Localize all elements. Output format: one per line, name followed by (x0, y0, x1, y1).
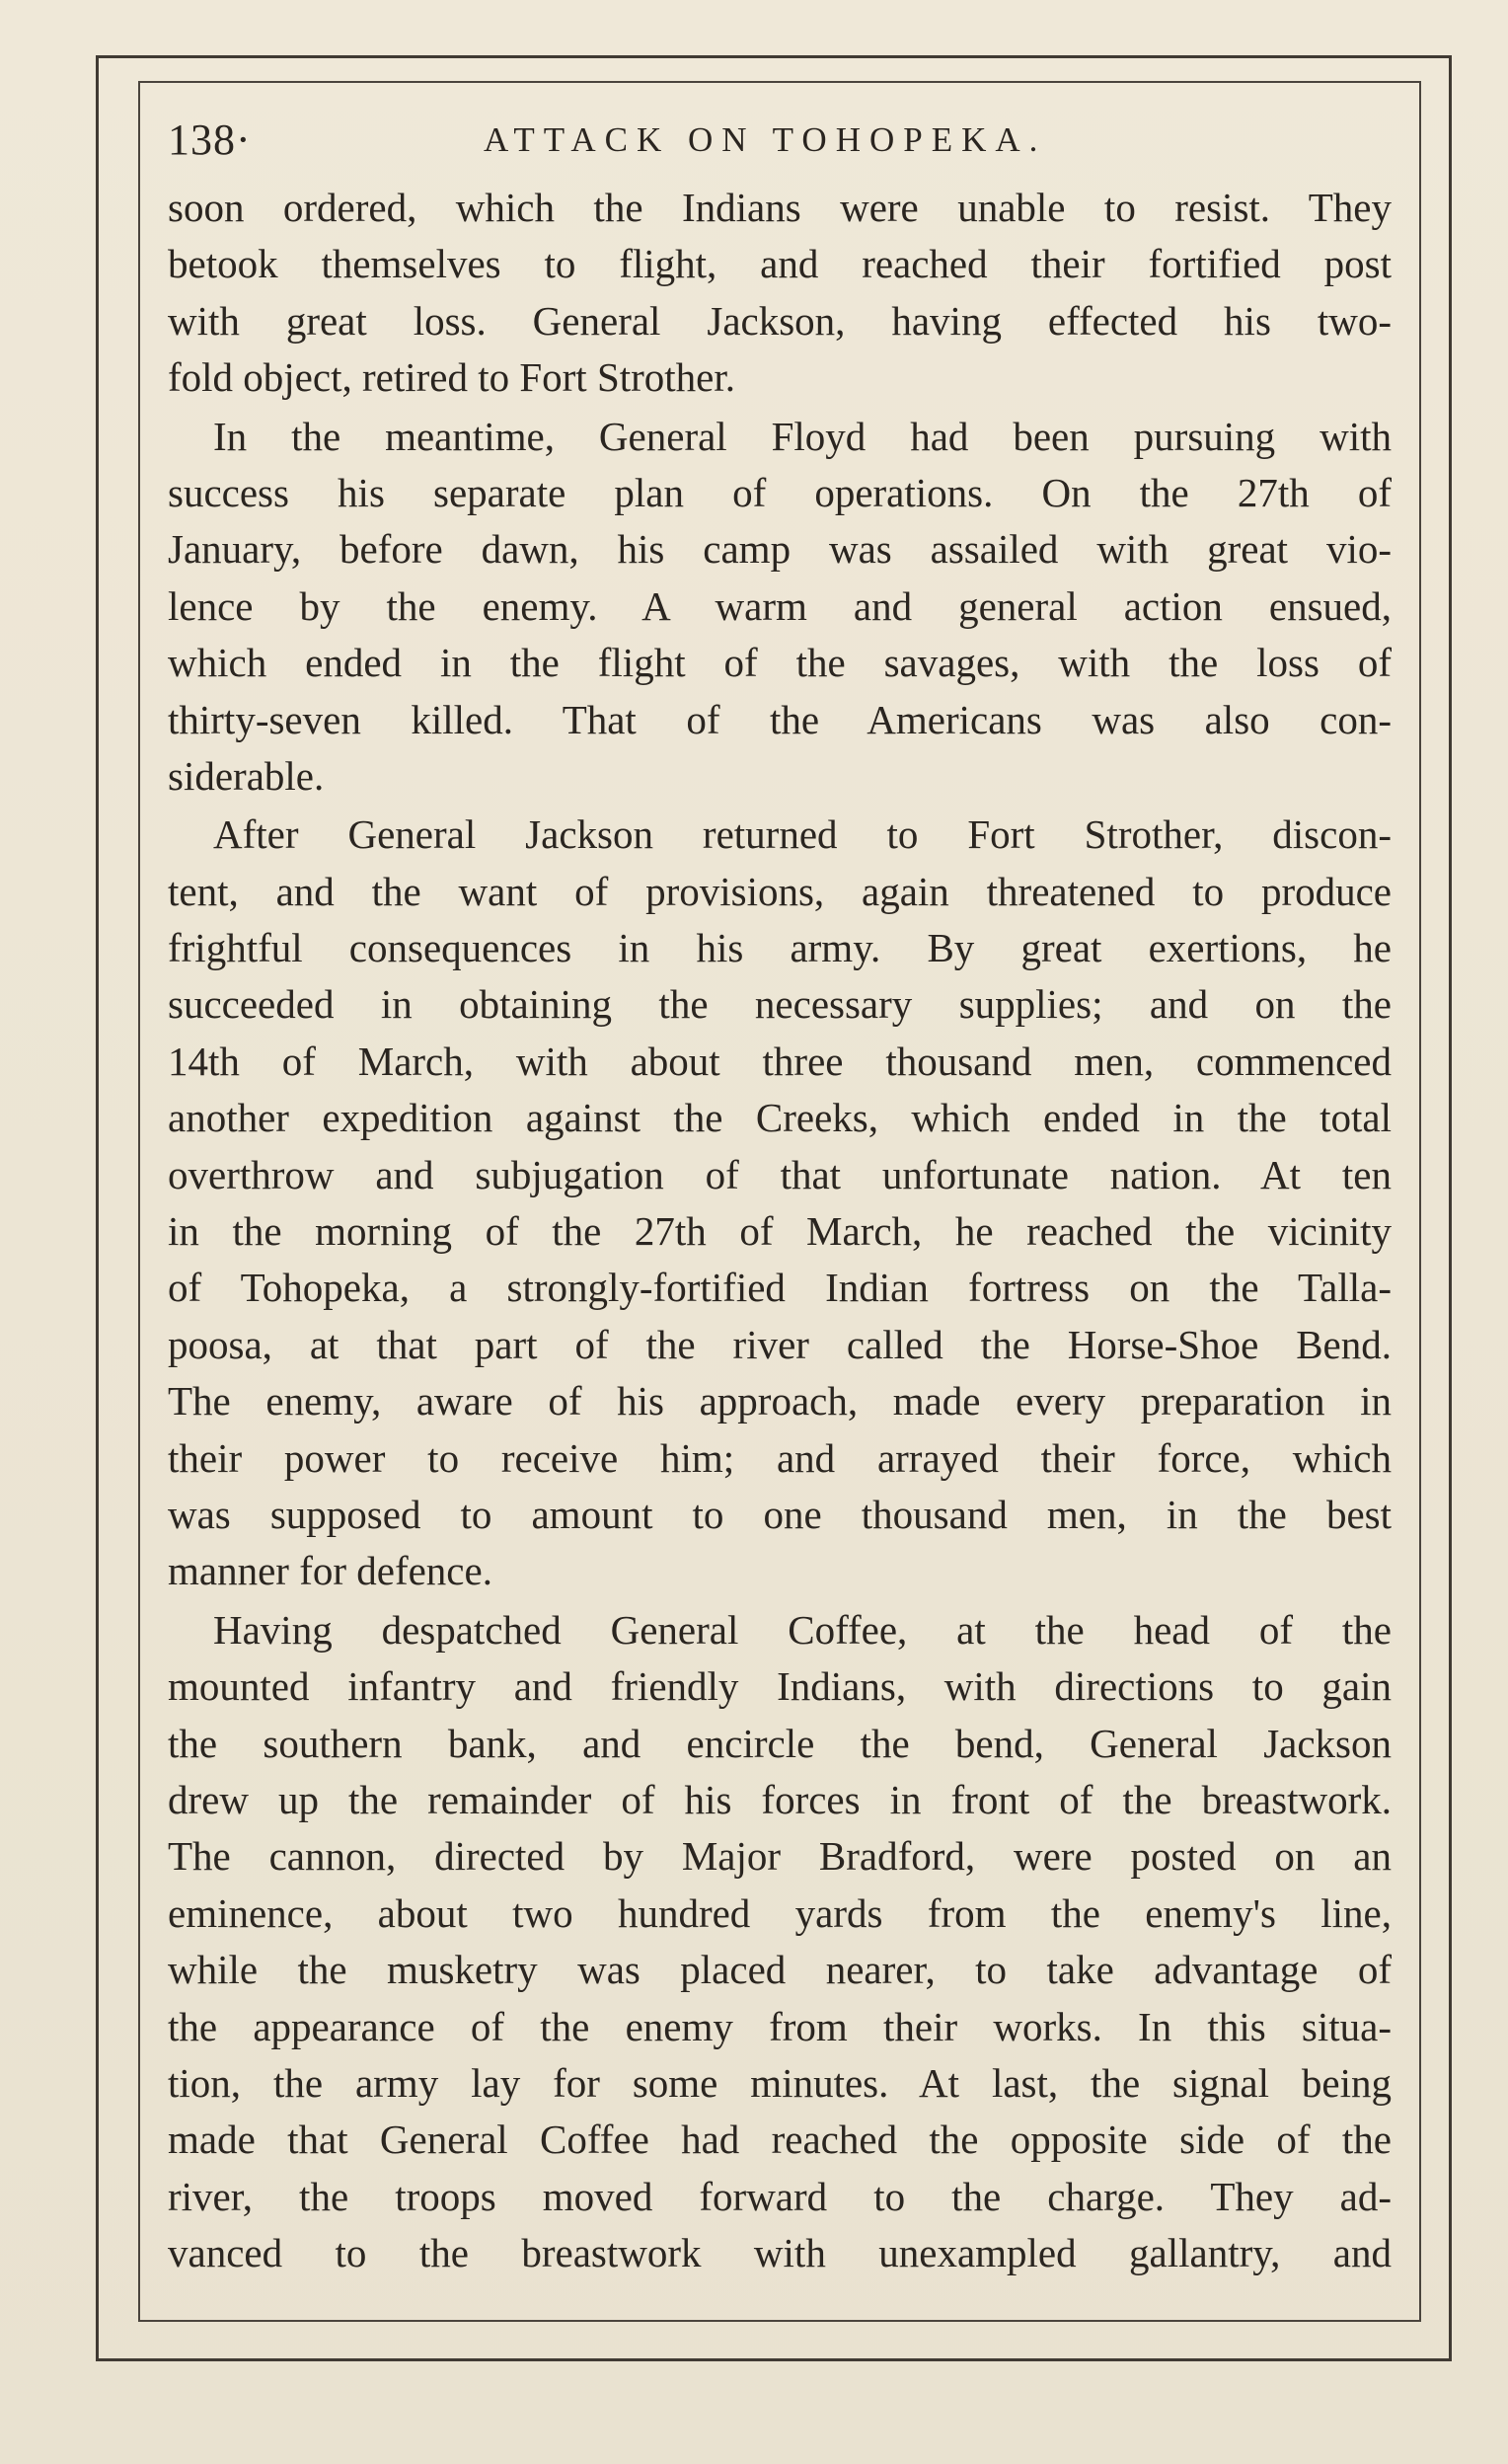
text-line: soon ordered, which the Indians were unable to resist. They (168, 185, 1392, 230)
text-line: frightful consequences in his army. By great exertions, he (168, 925, 1392, 971)
text-line: drew up the remainder of his forces in front of the breastwork. (168, 1776, 1392, 1822)
text-line: tent, and the want of provisions, again threatened to produce (168, 868, 1392, 914)
text-line: which ended in the flight of the savages, with the loss of (168, 640, 1392, 686)
text-line: fold object, retired to Fort Strother. (168, 354, 736, 401)
text-line: with great loss. General Jackson, having effected his two- (168, 297, 1392, 344)
text-line: made that General Coffee had reached the opposite side of the (168, 2117, 1392, 2163)
text-line: in the morning of the 27th of March, he reached the vicinity (168, 1208, 1392, 1255)
text-line: vanced to the breastwork with unexampled gallantry, and (168, 2230, 1392, 2276)
text-line: tion, the army lay for some minutes. At last, the signal being (168, 2059, 1392, 2106)
text-line: the southern bank, and encircle the bend, General Jackson (168, 1720, 1392, 1766)
text-line: The enemy, aware of his approach, made every preparation in (168, 1378, 1392, 1424)
text-line: lence by the enemy. A warm and general action ensued, (168, 582, 1392, 629)
text-line: another expedition against the Creeks, which ended in the total (168, 1095, 1392, 1141)
body-text (168, 180, 1392, 2281)
text-line: January, before dawn, his camp was assailed with great vio- (168, 526, 1392, 573)
paragraph (168, 807, 1392, 1599)
text-line: In the meantime, General Floyd had been pursuing with (213, 413, 1392, 459)
text-line: betook themselves to flight, and reached their fortified post (168, 241, 1392, 287)
text-line: eminence, about two hundred yards from the enemy's line, (168, 1889, 1392, 1936)
text-line: manner for defence. (168, 1548, 492, 1594)
paragraph (168, 409, 1392, 806)
text-line: mounted infantry and friendly Indians, with directions to gain (168, 1663, 1392, 1710)
text-line: river, the troops moved forward to the charge. They ad- (168, 2173, 1392, 2219)
text-line: overthrow and subjugation of that unfortunate nation. At ten (168, 1151, 1392, 1197)
text-line: of Tohopeka, a strongly-fortified Indian fortress on the Talla- (168, 1265, 1392, 1311)
text-line: Having despatched General Coffee, at the head of the (213, 1606, 1392, 1653)
running-head-title: ATTACK ON TOHOPEKA. (484, 120, 1047, 159)
text-line: success his separate plan of operations. On the 27th of (168, 469, 1392, 515)
text-line: The cannon, directed by Major Bradford, were posted on an (168, 1833, 1392, 1880)
text-line: thirty-seven killed. That of the Americans was also con- (168, 696, 1392, 742)
text-line: their power to receive him; and arrayed their force, which (168, 1434, 1392, 1481)
page-header (168, 111, 1392, 170)
paragraph (168, 1602, 1392, 2282)
paragraph (168, 180, 1392, 407)
text-line: while the musketry was placed nearer, to take advantage of (168, 1947, 1392, 1993)
text-line: the appearance of the enemy from their works. In this situa- (168, 2003, 1392, 2049)
page-number: 138· (168, 116, 252, 164)
text-line: 14th of March, with about three thousand men, commenced (168, 1038, 1392, 1084)
text-line: siderable. (168, 752, 325, 799)
text-line: After General Jackson returned to Fort Strother, discon- (213, 811, 1392, 858)
text-line: was supposed to amount to one thousand men, in the best (168, 1491, 1392, 1537)
text-line: succeeded in obtaining the necessary supplies; and on the (168, 981, 1392, 1028)
text-line: poosa, at that part of the river called the Horse-Shoe Bend. (168, 1321, 1392, 1367)
